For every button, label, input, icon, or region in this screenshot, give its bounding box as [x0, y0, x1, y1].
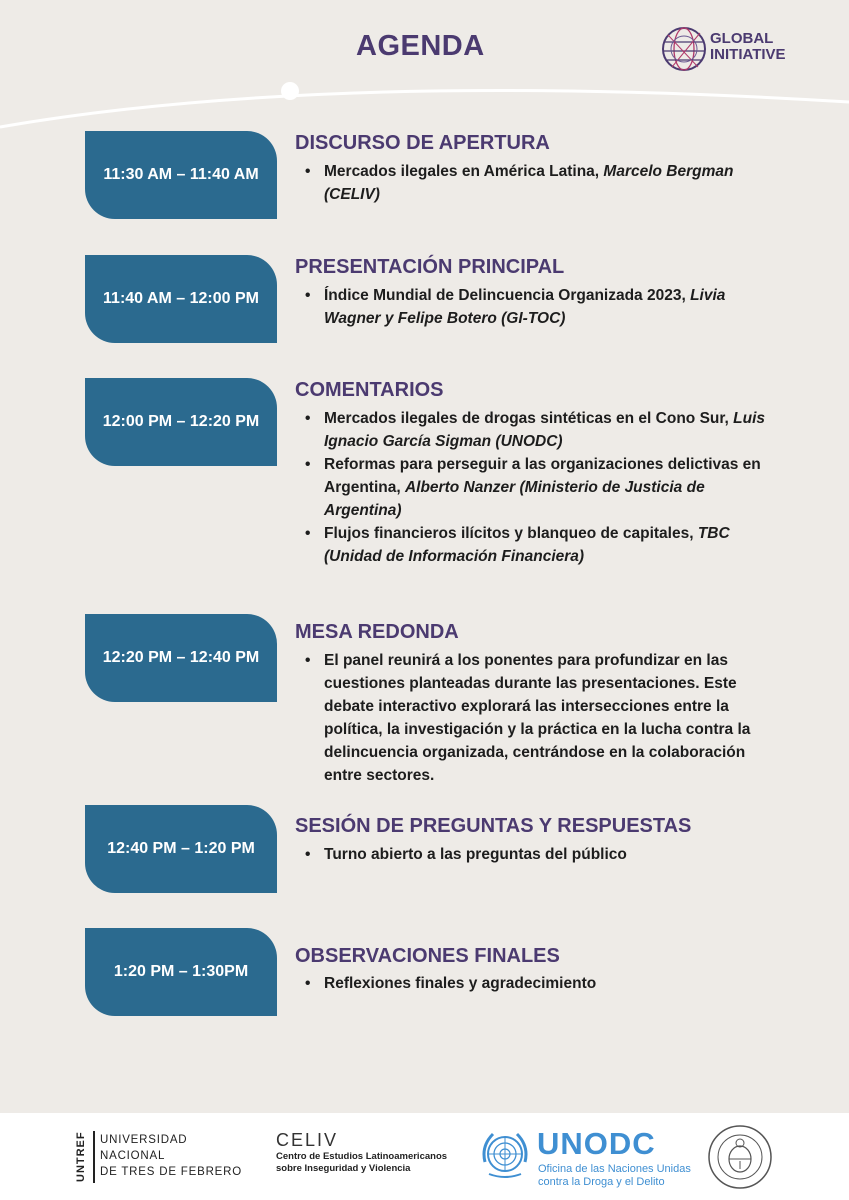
untref-divider [93, 1131, 95, 1183]
unodc-subtitle-line: Oficina de las Naciones Unidas [538, 1163, 691, 1175]
ministerio-justicia-seal-icon [706, 1123, 774, 1191]
session-title: SESIÓN DE PREGUNTAS Y RESPUESTAS [295, 815, 692, 837]
list-item [305, 453, 775, 522]
session-time: 11:30 AM – 11:40 AM [85, 131, 277, 219]
item-text: Reformas para perseguir a las organizaciones delictivas en Argentina, [324, 456, 761, 496]
list-item [305, 649, 775, 787]
list-item [305, 284, 775, 330]
unodc-subtitle-line: contra la Droga y el Delito [538, 1176, 665, 1188]
session-time: 12:20 PM – 12:40 PM [85, 614, 277, 702]
celiv-subtitle-line: Centro de Estudios Latinoamericanos [276, 1151, 448, 1162]
brand-line-2: INITIATIVE [710, 46, 786, 63]
session-title: MESA REDONDA [295, 621, 459, 643]
item-text: Flujos financieros ilícitos y blanqueo de capitales, [324, 525, 698, 542]
list-item [305, 407, 775, 453]
item-speaker: Alberto Nanzer (Ministerio de Justicia de Argentina) [324, 479, 705, 519]
item-speaker: Luis Ignacio García Sigman (UNODC) [324, 410, 766, 450]
list-item [305, 160, 775, 206]
item-text: El panel reunirá a los ponentes para profundizar en las cuestiones planteadas durante las presentaciones. Este debate interactivo explorará las intersecciones entre la política, la investigación y la práctica en la lucha contra la delincuencia organizada, centrándose en la colaboración entre sectores. [324, 652, 751, 784]
session-time: 11:40 AM – 12:00 PM [85, 255, 277, 343]
session-time: 12:00 PM – 12:20 PM [85, 378, 277, 466]
session-title: PRESENTACIÓN PRINCIPAL [295, 256, 565, 278]
celiv-name: CELIV [276, 1130, 339, 1150]
un-emblem-icon [477, 1126, 533, 1182]
item-speaker: TBC (Unidad de Información Financiera) [324, 525, 730, 565]
list-item [305, 522, 775, 568]
item-text: Mercados ilegales de drogas sintéticas en el Cono Sur, [324, 410, 734, 427]
item-text: Turno abierto a las preguntas del público [324, 846, 627, 863]
item-speaker: Livia Wagner y Felipe Botero (GI-TOC) [324, 287, 726, 327]
session-time: 1:20 PM – 1:30PM [85, 928, 277, 1016]
session-title: COMENTARIOS [295, 379, 444, 401]
unodc-name: UNODC [537, 1126, 656, 1161]
celiv-logo [276, 1130, 447, 1175]
page-title: AGENDA [356, 30, 485, 62]
session-time: 12:40 PM – 1:20 PM [85, 805, 277, 893]
brand-line-1: GLOBAL [710, 30, 774, 47]
list-item [305, 843, 775, 866]
untref-line: UNIVERSIDAD [100, 1134, 188, 1146]
footer-logos [0, 1113, 849, 1200]
untref-line: DE TRES DE FEBRERO [100, 1166, 242, 1178]
list-item [305, 972, 775, 995]
item-text: Índice Mundial de Delincuencia Organizada 2023, [324, 287, 691, 304]
item-text: Mercados ilegales en América Latina, [324, 163, 604, 180]
session-title: OBSERVACIONES FINALES [295, 945, 560, 967]
item-text: Reflexiones finales y agradecimiento [324, 975, 597, 992]
global-initiative-logo [660, 25, 830, 75]
untref-acronym: UNTREF [75, 1131, 87, 1183]
untref-line: NACIONAL [100, 1150, 166, 1162]
session-title: DISCURSO DE APERTURA [295, 132, 550, 154]
item-speaker: Marcelo Bergman (CELIV) [324, 163, 734, 203]
celiv-subtitle-line: sobre Inseguridad y Violencia [276, 1163, 411, 1174]
globe-icon [660, 25, 708, 73]
